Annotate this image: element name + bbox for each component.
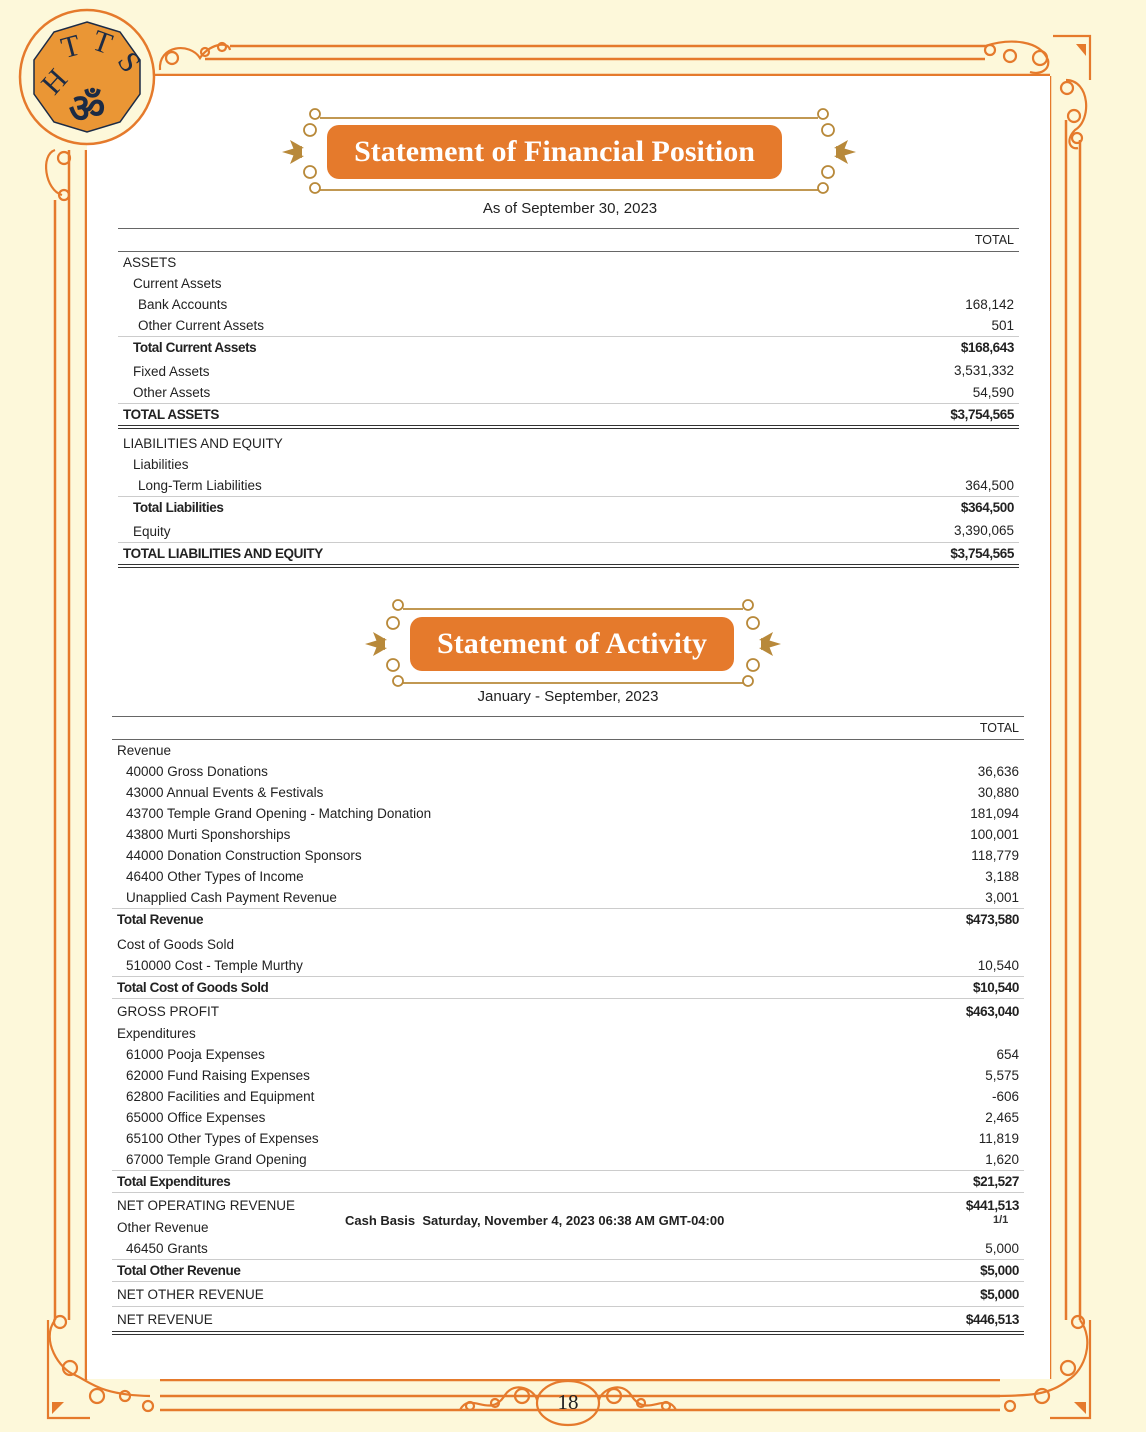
total-row: Total Other Revenue $5,000 — [112, 1260, 1024, 1282]
table-row: LIABILITIES AND EQUITY — [123, 436, 283, 451]
htts-logo — [18, 8, 156, 146]
logo-letters — [18, 8, 156, 146]
activity-title: Statement of Activity — [410, 617, 734, 671]
page-number: 18 — [557, 1390, 579, 1414]
net-other-revenue-row: NET OTHER REVENUE $5,000 — [112, 1282, 1024, 1307]
svg-text:S: S — [110, 45, 148, 79]
total-row: Total Current Assets $168,643 — [118, 337, 1019, 359]
table-row: ASSETS — [123, 255, 177, 270]
table-row: Other Assets 54,590 — [133, 385, 1014, 400]
table-row: Revenue — [117, 743, 172, 758]
total-row: Total Liabilities $364,500 — [118, 497, 1019, 519]
svg-text:T: T — [57, 28, 84, 66]
report-basis-timestamp: Cash Basis Saturday, November 4, 2023 06:38 AM GMT-04:00 — [345, 1213, 725, 1228]
total-row: TOTAL ASSETS $3,754,565 — [118, 404, 1019, 428]
table-row: Other Current Assets 501 — [138, 318, 1014, 333]
net-revenue-row: NET REVENUE $446,513 — [112, 1307, 1024, 1334]
table-row: 62800 Facilities and Equipment -606 — [126, 1089, 1019, 1104]
total-row: TOTAL LIABILITIES AND EQUITY $3,754,565 — [118, 543, 1019, 567]
table-row: 67000 Temple Grand Opening 1,620 — [126, 1152, 1019, 1167]
table-row: 61000 Pooja Expenses 654 — [126, 1047, 1019, 1062]
table-row: 62000 Fund Raising Expenses 5,575 — [126, 1068, 1019, 1083]
table-row: Liabilities — [133, 457, 189, 472]
gross-profit-row: GROSS PROFIT $463,040 — [112, 999, 1024, 1024]
table-row: 40000 Gross Donations 36,636 — [126, 764, 1019, 779]
table-row: Fixed Assets 3,531,332 — [133, 362, 1014, 379]
table-row: 46400 Other Types of Income 3,188 — [126, 869, 1019, 884]
table-row: Long-Term Liabilities 364,500 — [138, 478, 1014, 493]
table-row: 510000 Cost - Temple Murthy 10,540 — [126, 958, 1019, 973]
financial-position-title: Statement of Financial Position — [327, 125, 782, 179]
table-row: 65100 Other Types of Expenses 11,819 — [126, 1131, 1019, 1146]
svg-text:T: T — [88, 23, 117, 62]
total-row: Total Expenditures $21,527 — [112, 1171, 1024, 1193]
activity-period: January - September, 2023 — [477, 688, 659, 705]
table-row: 46450 Grants 5,000 — [126, 1241, 1019, 1256]
table-row: 65000 Office Expenses 2,465 — [126, 1110, 1019, 1125]
total-row: Total Cost of Goods Sold $10,540 — [112, 977, 1024, 999]
table-row: Expenditures — [117, 1026, 196, 1041]
table-row: Current Assets — [133, 276, 222, 291]
table-row: Unapplied Cash Payment Revenue 3,001 — [126, 890, 1019, 905]
table-row: Cost of Goods Sold — [117, 937, 235, 952]
table-row: 43000 Annual Events & Festivals 30,880 — [126, 785, 1019, 800]
page-counter: 1/1 — [993, 1214, 1009, 1226]
column-header-total: TOTAL — [875, 717, 1024, 740]
activity-banner — [363, 595, 783, 691]
table-row: Bank Accounts 168,142 — [138, 297, 1014, 312]
table-row: 44000 Donation Construction Sponsors 118,779 — [126, 848, 1019, 863]
table-row: 43700 Temple Grand Opening - Matching Donation 181,094 — [126, 806, 1019, 821]
column-header-total: TOTAL — [785, 229, 1019, 252]
table-row: Other Revenue — [117, 1220, 209, 1235]
activity-table — [112, 716, 1024, 1335]
table-row: Equity 3,390,065 — [133, 522, 1014, 539]
svg-text:H: H — [35, 62, 75, 101]
net-operating-revenue-row: NET OPERATING REVENUE $441,513 — [112, 1193, 1024, 1218]
total-row: Total Revenue $473,580 — [112, 909, 1024, 931]
table-row: 43800 Murti Sponshorships 100,001 — [126, 827, 1019, 842]
om-symbol: ॐ — [68, 86, 106, 132]
financial-position-date: As of September 30, 2023 — [482, 200, 658, 217]
financial-position-banner — [280, 100, 858, 200]
financial-position-table — [118, 228, 1019, 568]
